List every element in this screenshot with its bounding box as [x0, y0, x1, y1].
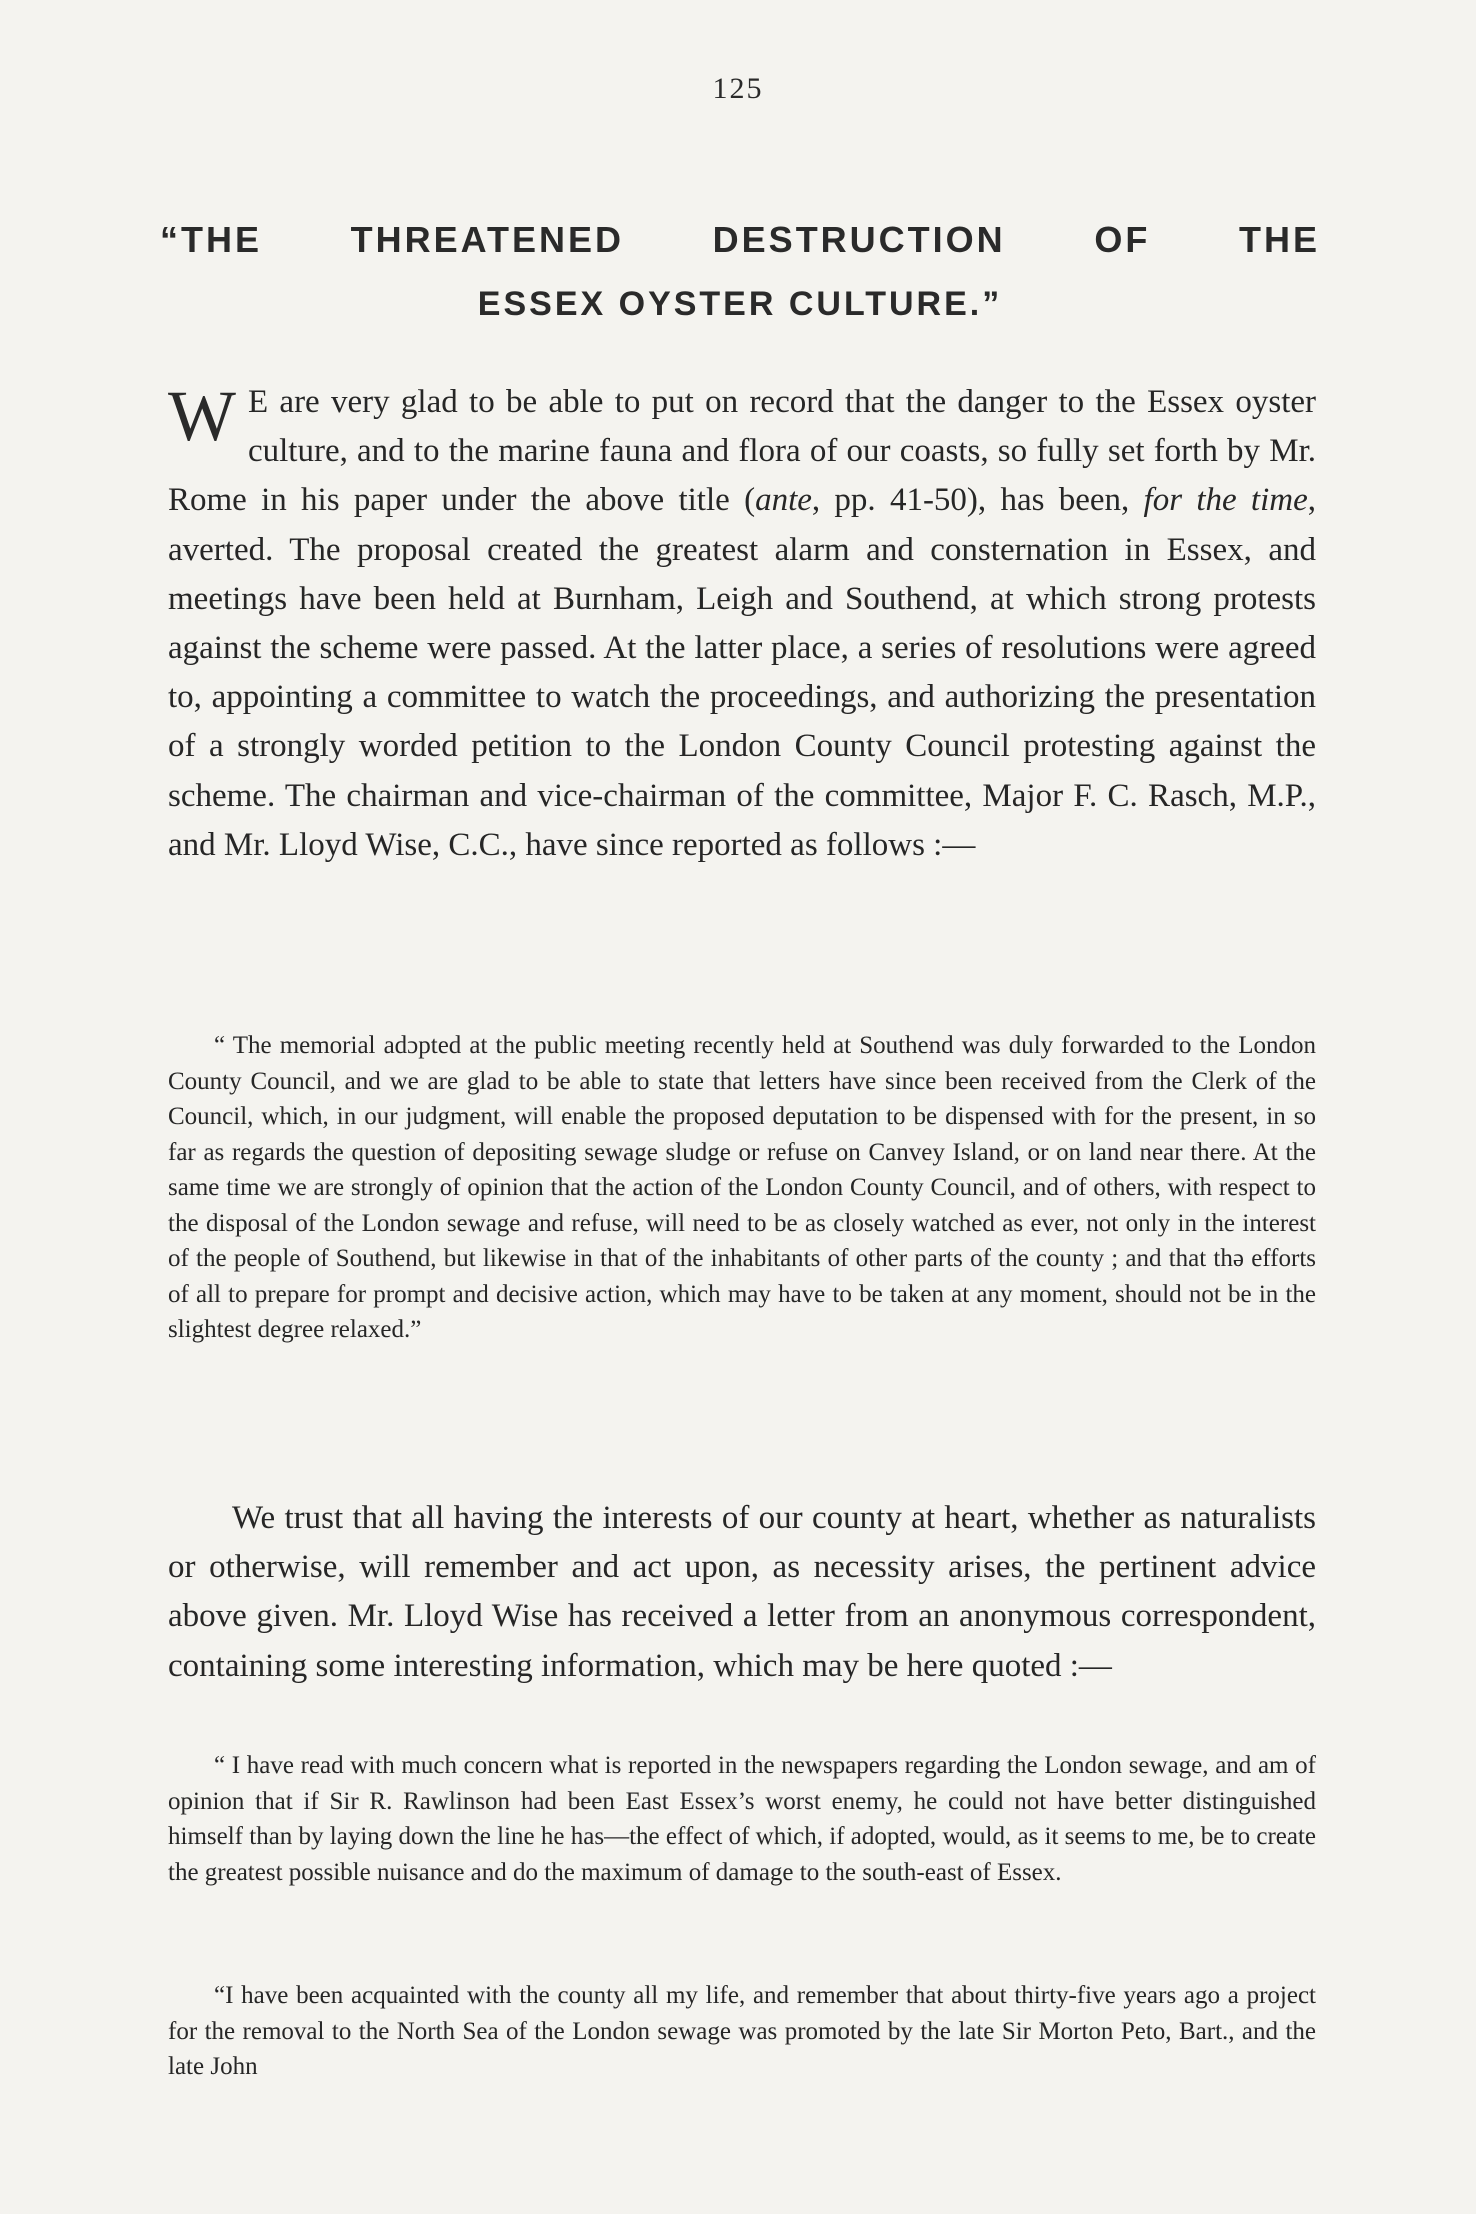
- quoted-memorial-block: [168, 1028, 1316, 1348]
- article-title-line-1: “THE THREATENED DESTRUCTION OF THE: [160, 219, 1320, 260]
- page-number: 125: [712, 72, 764, 105]
- paragraph-1-italic-ante: ante: [755, 482, 812, 519]
- paragraph-1-middle: , pp. 41-50), has been,: [811, 482, 1144, 519]
- quoted-letter-2: “I have been acquainted with the county all my life, and remember that about thirty-five years ago a project for the removal to the North Sea of the London sewage was promoted by the late Sir Morton Peto, Bart., and the late John: [168, 1982, 1316, 2080]
- paragraph-1-italic-for-the-time: for the time: [1143, 482, 1308, 519]
- opening-paragraph: [168, 378, 1316, 870]
- paragraph-1-lead: E are very glad to be able to put on record that the danger to the Essex oyster culture, and to the marine fauna and flora of our coasts, so fully set forth by Mr. Rome in his paper under the above title (: [168, 384, 1316, 519]
- paragraph-1-rest: , averted. The proposal created the greatest alarm and consternation in Essex, and meetings have been held at Burnham, Leigh and Southend, at which strong protests against the scheme were passed. At the latter place, a series of resolutions were agreed to, appointing a committee to watch the proceedings, and authorizing the presentation of a strongly worded petition to the London County Council protesting against the scheme. The chairman and vice-chairman of the committee, Major F. C. Rasch, M.P., and Mr. Lloyd Wise, C.C., have since reported as follows :—: [168, 482, 1316, 863]
- article-body-paragraph-1: [168, 378, 1316, 870]
- quoted-letter-block-2: [168, 1978, 1316, 2085]
- article-title-line-2: ESSEX OYSTER CULTURE.”: [477, 285, 1003, 323]
- drop-cap: W: [168, 376, 236, 456]
- quoted-letter-1: “ I have read with much concern what is reported in the newspapers regarding the London sewage, and am of opinion that if Sir R. Rawlinson had been East Essex’s worst enemy, he could not have better distinguished himself than by laying down the line he has—the effect of which, if adopted, would, as it seems to me, be to create the greatest possible nuisance and do the maximum of damage to the south-east of Essex.: [168, 1752, 1316, 1886]
- second-paragraph: We trust that all having the interests of our county at heart, whether as naturalists or otherwise, will remember and act upon, as necessity arises, the pertinent advice above given. Mr. Lloyd Wise has received a letter from an anonymous correspondent, containing some interesting information, which may be here quoted :—: [168, 1500, 1316, 1684]
- article-body-paragraph-2: [168, 1494, 1316, 1691]
- article-title: [160, 208, 1320, 336]
- quoted-letter-block-1: [168, 1748, 1316, 1890]
- quoted-memorial: “ The memorial adɔpted at the public meeting recently held at Southend was duly forwarded to the London County Council, and we are glad to be able to state that letters have since been received from the Clerk of the Council, which, in our judgment, will enable the proposed deputation to be dispensed with for the present, in so far as regards the question of depositing sewage sludge or refuse on Canvey Island, or on land near there. At the same time we are strongly of opinion that the action of the London County Council, and of others, with respect to the disposal of the London sewage and refuse, will need to be as closely watched as ever, not only in the interest of the people of Southend, but likewise in that of the inhabitants of other parts of the county ; and that thə efforts of all to prepare for prompt and decisive action, which may have to be taken at any moment, should not be in the slightest degree relaxed.”: [168, 1032, 1316, 1343]
